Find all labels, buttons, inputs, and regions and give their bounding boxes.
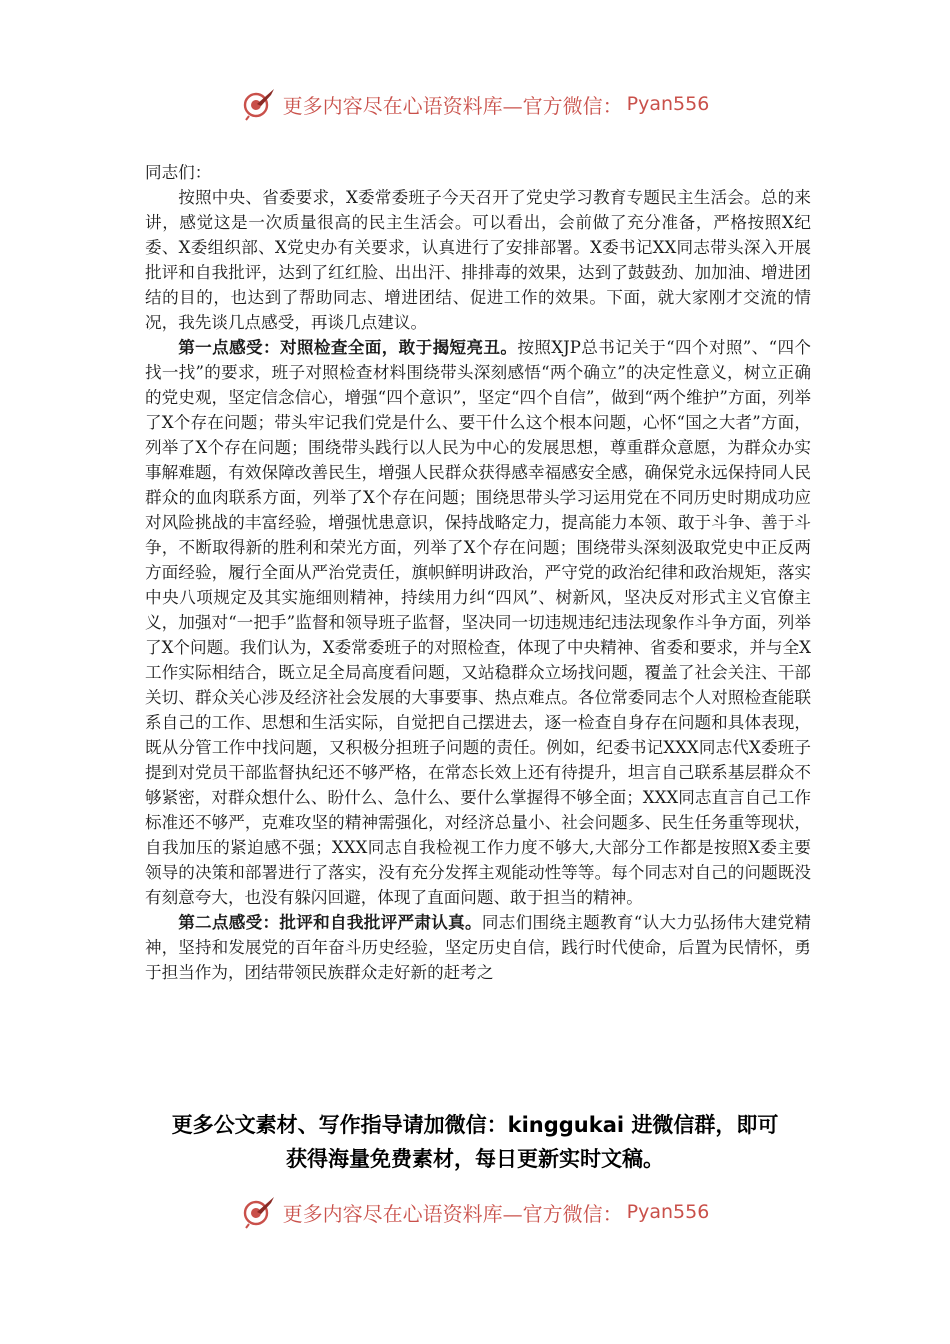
banner-wechat-id: Pyan556 [626,1201,710,1223]
paragraph-1 [145,185,811,335]
banner-wechat-id: Pyan556 [626,93,710,115]
footer-banner [0,1190,950,1234]
paragraph-lead: 第二点感受：批评和自我批评严肃认真。 [178,913,482,932]
promo-line-2: 获得海量免费素材，每日更新实时文稿。 [286,1147,664,1171]
quill-logo-icon [241,1194,277,1230]
paragraph-text: 同志们围绕主题教育“认大力弘扬伟大建党精神，坚持和发展党的百年奋斗历史经验，坚定历史自信，践行时代使命，后置为民情怀，勇于担当作为，团结带领民族群众走好新的赶考之 [145,913,812,982]
paragraph-lead: 第一点感受：对照检查全面，敢于揭短亮丑。 [178,338,518,357]
promo-line-1: 更多公文素材、写作指导请加微信：kinggukai 进微信群，即可 [171,1113,779,1137]
paragraph-text: 按照XJP总书记关于“四个对照”、“四个找一找”的要求，班子对照检查材料围绕带头深刻感悟“两个确立”的决定性意义，树立正确的党史观，坚定信念信心，增强“四个意识”，坚定“四个自信”，做到“两个维护”方面，列举了X个存在问题；带头牢记我们党是什么、要干什么这个根本问题，心怀“国之大者”方面，列举了X个存在问题；围绕带头践行以人民为中心的发展思想，尊重群众意愿，为群众办实事解难题，有效保障改善民生，增强人民群众获得感幸福感安全感，确保党永远保持同人民群众的血肉联系方面，列举了X个存在问题；围绕思带头学习运用党在不同历史时期成功应对风险挑战的丰富经验，增强忧患意识，保持战略定力，提高能力本领、敢于斗争、善于斗争，不断取得新的胜利和荣光方面，列举了X个存在问题；围绕带头深刻汲取党史中正反两方面经验，履行全面从严治党责任，旗帜鲜明讲政治，严守党的政治纪律和政治规矩，落实中央八项规定及其实施细则精神，持续用力纠“四风”、树新风，坚决反对形式主义官僚主义，加强对“一把手”监督和领导班子监督，坚决同一切违规违纪违法现象作斗争方面，列举了X个问题。我们认为，X委常委班子的对照检查，体现了中央精神、省委和要求，并与全X工作实际相结合，既立足全局高度看问题，又站稳群众立场找问题，覆盖了社会关注、干部关切、群众关心涉及经济社会发展的大事要事、热点难点。各位常委同志个人对照检查能联系自己的工作、思想和生活实际，自觉把自己摆进去，逐一检查自身存在问题和具体表现，既从分管工作中找问题，又积极分担班子问题的责任。例如，纪委书记XXX同志代X委班子提到对党员干部监督执纪还不够严格，在常态长效上还有待提升，坦言自己联系基层群众不够紧密，对群众想什么、盼什么、急什么、要什么掌握得不够全面；XXX同志直言自己工作标准还不够严，克难攻坚的精神需强化，对经济总量小、社会问题多、民生任务重等现状，自我加压的紧迫感不强；XXX同志自我检视工作力度不够大,大部分工作都是按照X委主要领导的决策和部署进行了落实，没有充分发挥主观能动性等等。每个同志对自己的问题既没有刻意夸大，也没有躲闪回避，体现了直面问题、敢于担当的精神。 [145,338,812,907]
banner-text: 更多内容尽在心语资料库—官方微信： [282,93,623,118]
document-body [145,160,811,985]
salutation: 同志们： [145,163,212,182]
promo-block [0,1108,950,1176]
banner-text: 更多内容尽在心语资料库—官方微信： [282,1201,623,1226]
paragraph-3 [145,910,811,985]
header-banner [0,82,950,126]
paragraph-2 [145,335,811,910]
quill-logo-icon [241,86,277,122]
paragraph-text: 按照中央、省委要求，X委常委班子今天召开了党史学习教育专题民主生活会。总的来讲，感觉这是一次质量很高的民主生活会。可以看出，会前做了充分准备，严格按照X纪委、X委组织部、X党史办有关要求，认真进行了安排部署。X委书记XX同志带头深入开展批评和自我批评，达到了红红脸、出出汗、排排毒的效果，达到了鼓鼓劲、加加油、增进团结的目的，也达到了帮助同志、增进团结、促进工作的效果。下面，就大家刚才交流的情况，我先谈几点感受，再谈几点建议。 [145,188,811,332]
